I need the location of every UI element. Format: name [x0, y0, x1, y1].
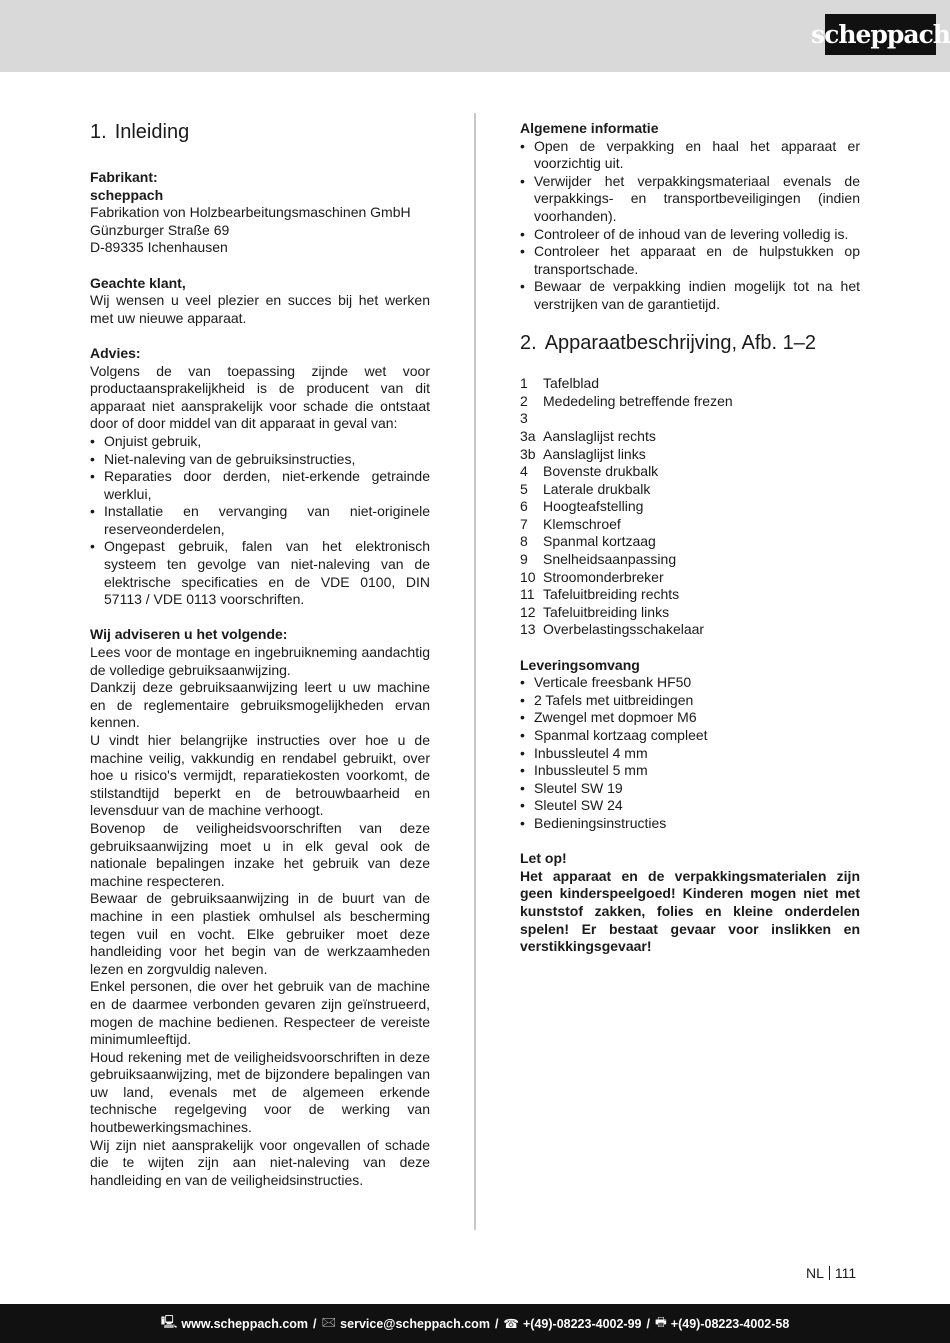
list-item: • Ongepast gebruik, falen van het elektronisch systeem ten gevolge van niet-naleving van de elektrische specificaties en de VDE 0100, DIN 57113 / VDE 0113 voorschriften. [90, 538, 430, 608]
section-heading-apparaatbeschrijving: 2. Apparaatbeschrijving, Afb. 1–2 [520, 332, 816, 355]
list-item: 7 Klemschroef [520, 515, 621, 532]
list-item: 2 Mededeling betreffende frezen [520, 392, 733, 409]
scheppach-logo: scheppach [825, 14, 936, 55]
footer-separator: / [313, 1316, 317, 1331]
list-item: • Installatie en vervanging van niet-originele reserveonderdelen, [90, 503, 430, 538]
page-number-value: 111 [834, 1265, 857, 1281]
page-language: NL [806, 1265, 824, 1281]
list-item: • Niet-naleving van de gebruiksinstructies, [90, 451, 430, 469]
recommendation-block [90, 626, 430, 1189]
list-item: 4 Bovenste drukbalk [520, 463, 659, 480]
right-column [520, 120, 860, 956]
advice-list [90, 433, 430, 609]
list-item: • Sleutel SW 24 [520, 797, 860, 815]
list-item: 5 Laterale drukbalk [520, 480, 651, 497]
list-item: 12 Tafeluitbreiding links [520, 603, 670, 620]
footer-bar [0, 1304, 950, 1343]
email-icon: 🖂 [321, 1315, 337, 1329]
list-item: • Inbussleutel 4 mm [520, 745, 860, 763]
paragraph: Bewaar de gebruiksaanwijzing in de buurt van de machine in een plastiek omhulsel als bescherming tegen vuil en vocht. Elke gebruiker moet deze handleiding voor het begin van de werkzaamheden lezen en zorgvuldig naleven. [90, 890, 430, 977]
manufacturer-block [90, 169, 430, 257]
paragraph: Wij zijn niet aansprakelijk voor ongevallen of schade die te wijten zijn aan niet-naleving van deze handleiding en van de veiligheidsinstructies. [90, 1136, 430, 1188]
list-item: 10 Stroomonderbreker [520, 568, 664, 585]
list-item: 3b Aanslaglijst links [520, 445, 646, 462]
manufacturer-line: Fabrikation von Holzbearbeitungsmaschinen GmbH [90, 204, 411, 221]
list-item: • Spanmal kortzaag compleet [520, 727, 860, 745]
greeting-label: Geachte klant, [90, 274, 186, 291]
paragraph: Dankzij deze gebruiksaanwijzing leert u uw machine en de reglementaire gebruiksmogelijkheden ervan kennen. [90, 679, 430, 731]
footer-website[interactable]: www.scheppach.com [181, 1316, 309, 1331]
delivery-scope-label: Leveringsomvang [520, 656, 640, 673]
list-item: • Bewaar de verpakking indien mogelijk tot na het verstrijken van de garantietijd. [520, 278, 860, 313]
list-item: 1 Tafelblad [520, 375, 600, 392]
paragraph: U vindt hier belangrijke instructies over hoe u de machine veilig, vakkundig en rendabel gebruikt, over hoe u risico's vermijdt, reparatiekosten voorkomt, de stilstandtijd beperkt en de betrouwbaarheid en levensduur van de machine verhoogt. [90, 732, 430, 819]
warning-text: Het apparaat en de verpakkingsmaterialen zijn geen kinderspeelgoed! Kinderen mogen niet met kunststof zakken, folies en kleine onderdelen spelen! Er bestaat gevaar voor inslikken en verstikkingsgevaar! [520, 867, 860, 955]
manufacturer-line: D-89335 Ichenhausen [90, 239, 228, 256]
list-item: • Inbussleutel 5 mm [520, 762, 860, 780]
list-item: • Onjuist gebruik, [90, 433, 430, 451]
list-item: 9 Snelheidsaanpassing [520, 551, 677, 568]
footer-phone: +(49)-08223-4002-99 [523, 1316, 642, 1331]
paragraph: Enkel personen, die over het gebruik van de machine en de daarmee verbonden gevaren zijn geïnstrueerd, mogen de machine bedienen. Respecteer de vereiste minimumleeftijd. [90, 978, 430, 1048]
list-item: 6 Hoogteafstelling [520, 498, 644, 515]
advice-block [90, 345, 430, 609]
list-item: • Reparaties door derden, niet-erkende getrainde werklui, [90, 468, 430, 503]
warning-block [520, 850, 860, 956]
list-item: • Controleer of de inhoud van de levering volledig is. [520, 226, 860, 244]
footer-fax: +(49)-08223-4002-58 [670, 1316, 790, 1331]
warning-label: Let op! [520, 850, 567, 867]
manufacturer-line: Günzburger Straße 69 [90, 221, 230, 238]
header-bar [0, 0, 950, 72]
list-item: • Zwengel met dopmoer M6 [520, 709, 860, 727]
parts-list [520, 375, 860, 639]
phone-icon: ☎ [503, 1317, 519, 1331]
recommendation-label: Wij adviseren u het volgende: [90, 626, 288, 643]
section-heading-inleiding: 1. Inleiding [90, 121, 190, 143]
list-item: 3a Aanslaglijst rechts [520, 427, 656, 444]
footer-separator: / [646, 1316, 650, 1331]
general-info-list [520, 138, 860, 314]
list-item: • Controleer het apparaat en de hulpstukken op transportschade. [520, 243, 860, 278]
delivery-scope-block [520, 657, 860, 833]
list-item: • Open de verpakking en haal het apparaat er voorzichtig uit. [520, 138, 860, 173]
left-column [90, 120, 430, 1189]
advice-label: Advies: [90, 344, 141, 361]
paragraph: Lees voor de montage en ingebruikneming aandachtig de volledige gebruiksaanwijzing. [90, 644, 430, 678]
footer-separator: / [494, 1316, 499, 1331]
paragraph: Houd rekening met de veiligheidsvoorschriften in deze gebruiksaanwijzing, met de bijzondere bepalingen van uw land, evenals met de algemeen erkende technische regelgeving voor de werking van houtbewerkingsmachines. [90, 1048, 430, 1136]
computer-icon: 🖳 [160, 1315, 178, 1329]
customer-greeting [90, 275, 430, 328]
manufacturer-label: Fabrikant: [90, 169, 158, 185]
list-item: 13 Overbelastingsschakelaar [520, 621, 705, 638]
fax-icon: 🖶 [654, 1315, 667, 1329]
list-item: • Verticale freesbank HF50 [520, 674, 860, 692]
delivery-scope-list [520, 674, 860, 832]
column-divider [474, 113, 476, 1230]
general-info-block [520, 120, 860, 314]
advice-text: Volgens de van toepassing zijnde wet voor productaansprakelijkheid is de producent van dit apparaat niet aansprakelijk voor schade die ontstaat door of door middel van dit apparaat in geval van: [90, 362, 430, 432]
list-item: • Bedieningsinstructies [520, 815, 860, 833]
page-number-separator [829, 1266, 830, 1280]
list-item: 8 Spanmal kortzaag [520, 533, 656, 550]
list-item: • 2 Tafels met uitbreidingen [520, 692, 860, 710]
general-info-label: Algemene informatie [520, 120, 659, 136]
footer-email[interactable]: service@scheppach.com [340, 1316, 490, 1331]
page-number [806, 1264, 856, 1282]
list-item: 11 Tafeluitbreiding rechts [520, 586, 680, 603]
manufacturer-name: scheppach [90, 186, 164, 203]
list-item: • Sleutel SW 19 [520, 780, 860, 798]
list-item: 3 [520, 410, 528, 427]
greeting-text: Wij wensen u veel plezier en succes bij het werken met uw nieuwe apparaat. [90, 292, 430, 326]
paragraph: Bovenop de veiligheidsvoorschriften van deze gebruiksaanwijzing moet u in elk geval ook de nationale bepalingen inzake het gebruik van deze machine respecteren. [90, 819, 430, 889]
list-item: • Verwijder het verpakkingsmateriaal evenals de verpakkings- en transportbeveiligingen (indien voorhanden). [520, 173, 860, 226]
